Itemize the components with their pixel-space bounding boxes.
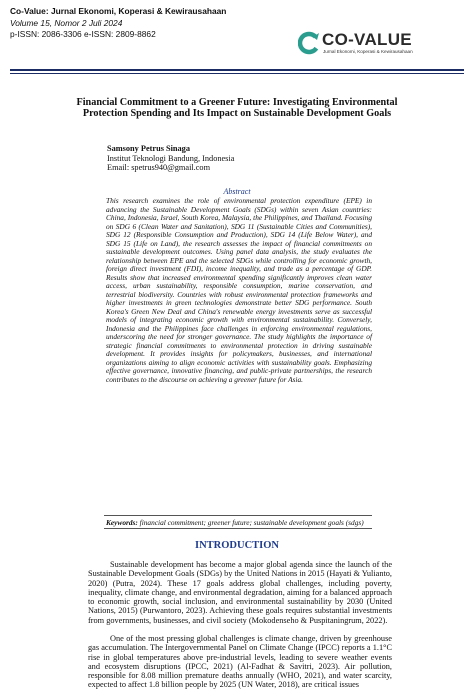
keywords-rule-top — [104, 515, 372, 516]
author-affiliation: Institut Teknologi Bandung, Indonesia — [107, 153, 235, 163]
abstract-text: This research examines the role of environmental protection expenditure (EPE) in advancing the Sustainable Development Goals (SDGs) within seven Asian countries: China, Indonesia, Israel, South Korea, Malaysia, the Philippines, and Thailand. Focusing on SDG 6 (Clean Water and Sanitation), SDG 11 (Sustainable Cities and Communities), SDG 12 (Responsible Consumption and Production), SDG 14 (Life Below Water), and SDG 15 (Life on Land), the research assesses the impact of financial commitments on sustainable development outcomes. Using panel data analysis, the study evaluates the relationship between EPE and the selected SDGs while controlling for economic growth, foreign direct investment (FDI), income inequality, and trade as a percentage of GDP. Results show that increased environmental spending significantly improves clean water access, urban sustainability, responsible consumption, marine conservation, and terrestrial biodiversity. Countries with robust environmental protection frameworks and higher investments in green technologies demonstrate better SDG performance. South Korea's Green New Deal and China's renewable energy investments serve as successful models of integrating economic growth with environmental sustainability. Conversely, Indonesia and the Philippines face challenges in enforcing environmental regulations, underscoring the need for stronger governance. The study highlights the importance of strategic financial commitments to environmental protection in driving sustainable development. It provides insights for policymakers, businesses, and international organizations aiming to align economic activities with sustainability goals. Emphasizing effective governance, innovative financing, and public-private partnerships, the research contributes to the discourse on achieving a greener future for Asia. — [106, 196, 372, 384]
journal-header — [10, 6, 226, 41]
intro-paragraph-1: Sustainable development has become a major global agenda since the launch of the Sustainable Development Goals (SDGs) by the United Nations in 2015 (Hayati & Yulianto, 2020) (Putra, 2024). These 17 goals address global challenges, including poverty, inequality, climate change, and environmental degradation, aiming for a balanced approach to economic growth, social inclusion, and environmental sustainability by 2030 (United Nations, 2015) (Purwantoro, 2023). Achieving these goals requires substantial investments from governments, businesses, and civil society (Mokodenseho & Puspitaningrum, 2022). — [88, 560, 392, 625]
paper-title: Financial Commitment to a Greener Future: Investigating Environmental Protection Spending and Its Impact on Sustainable Development Goals — [76, 97, 398, 120]
header-rule — [10, 69, 464, 71]
abstract-heading: Abstract — [223, 187, 251, 196]
co-value-logo-icon — [298, 30, 322, 56]
keywords-label: Keywords: — [106, 518, 138, 527]
author-block — [107, 144, 234, 173]
keywords-rule-bottom — [104, 528, 372, 529]
keywords-text: financial commitment; greener future; sustainable development goals (sdgs) — [139, 518, 364, 527]
section-heading: INTRODUCTION — [194, 540, 279, 551]
co-value-logo — [298, 28, 466, 62]
journal-issn: p-ISSN: 2086-3306 e-ISSN: 2809-8862 — [10, 29, 156, 39]
keywords-line — [106, 518, 406, 527]
intro-paragraph-2: One of the most pressing global challenges is climate change, driven by greenhouse gas accumulation. The Intergovernmental Panel on Climate Change (IPCC) reports a 1.1°C rise in global temperatures above pre-industrial levels, leading to severe weather events and ecosystem disruptions (IPCC, 2021) (Al-Fadhat & Savitri, 2023). Air pollution, responsible for 8.08 million premature deaths annually (WHO, 2021), and water scarcity, expected to affect 1.8 billion people by 2025 (UN Water, 2018), are critical issues — [88, 634, 392, 690]
journal-volume: Volume 15, Nomor 2 Juli 2024 — [10, 17, 123, 28]
logo-wordmark: CO-VALUE — [322, 30, 412, 49]
logo-tagline: Jurnal Ekonomi, Koperasi & Kewirausahaan — [323, 49, 413, 54]
journal-name: Co-Value: Jurnal Ekonomi, Koperasi & Kewirausahaan — [10, 6, 227, 16]
author-name: Samsony Petrus Sinaga — [107, 144, 190, 153]
author-email: Email: spetrus940@gmail.com — [107, 163, 211, 173]
header-rule-thin — [10, 73, 464, 74]
